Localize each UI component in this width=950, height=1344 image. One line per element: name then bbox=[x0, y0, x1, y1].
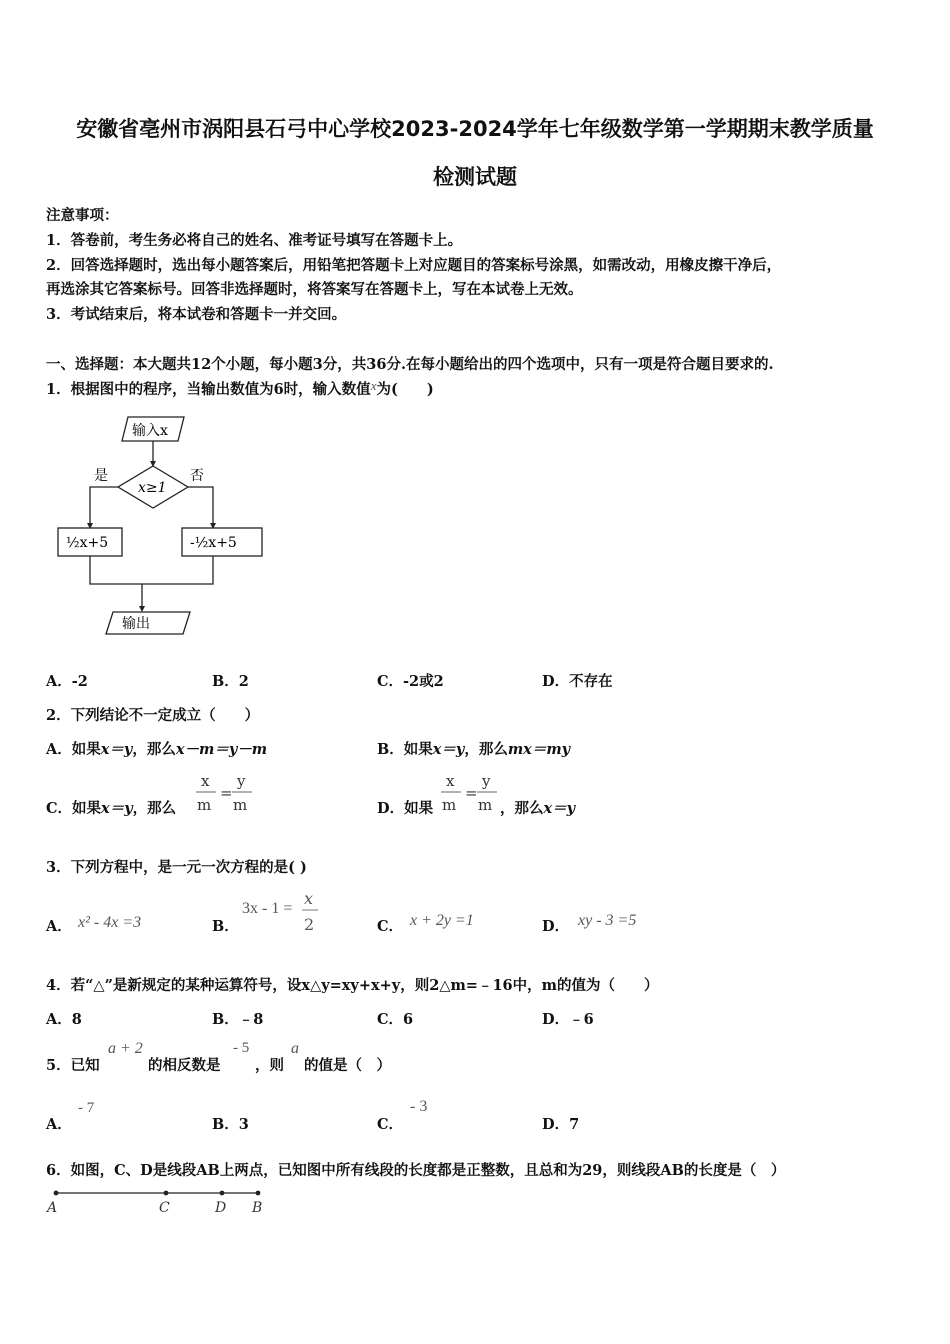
q1-option-a: A．-2 bbox=[46, 673, 88, 690]
svg-text:m: m bbox=[233, 796, 248, 814]
notice-item-3: 3．考试结束后，将本试卷和答题卡一并交回。 bbox=[46, 306, 347, 323]
q3-option-b-expr: 3x - 1 = bbox=[242, 900, 293, 917]
svg-text:y: y bbox=[482, 772, 491, 790]
page-title-line2: 检测试题 bbox=[433, 165, 517, 189]
q4-stem: 4．若“△”是新规定的某种运算符号，设x△y=xy+x+y，则2△m=﹣16中，m的值为（ ） bbox=[46, 977, 659, 994]
svg-text:x: x bbox=[304, 889, 314, 908]
q5-stem-c: ，则 bbox=[255, 1057, 284, 1074]
point-a-label: A bbox=[47, 1200, 58, 1216]
flow-input-text: 输入x bbox=[132, 423, 168, 439]
flow-output-text: 输出 bbox=[122, 616, 150, 632]
q3-option-b-label: B． bbox=[212, 918, 239, 935]
q4-option-b: B．﹣8 bbox=[212, 1011, 264, 1028]
notice-item-2: 2．回答选择题时，选出每小题答案后，用铅笔把答题卡上对应题目的答案标号涂黑，如需改动，用橡皮擦干净后， bbox=[46, 257, 782, 274]
q1-option-b: B．2 bbox=[212, 673, 249, 690]
point-c-dot bbox=[164, 1191, 169, 1196]
point-d-dot bbox=[220, 1191, 225, 1196]
q1-flowchart bbox=[50, 412, 270, 642]
q5-stem-a: 5．已知 bbox=[46, 1057, 100, 1074]
point-a-dot bbox=[54, 1191, 59, 1196]
q4-option-a: A．8 bbox=[46, 1011, 82, 1028]
q2-option-d-label: D．如果 bbox=[377, 800, 434, 817]
page-title: 安徽省亳州市涡阳县石弓中心学校2023-2024学年七年级数学第一学期期末教学质量 bbox=[76, 117, 874, 141]
q3-option-c-label: C． bbox=[377, 918, 404, 935]
q3-option-d-label: D． bbox=[542, 918, 570, 935]
flow-yes-label: 是 bbox=[94, 468, 108, 484]
flow-left-box-text: ½x+5 bbox=[66, 535, 109, 551]
svg-text:m: m bbox=[197, 796, 212, 814]
point-d-label: D bbox=[215, 1200, 227, 1216]
q3-stem: 3．下列方程中，是一元一次方程的是( ) bbox=[46, 859, 307, 876]
flow-right-box-text: -½x+5 bbox=[190, 535, 237, 551]
notice-item-2-cont: 再选涂其它答案标号。回答非选择题时，将答案写在答题卡上，写在本试卷上无效。 bbox=[46, 281, 583, 298]
q5-expr-a: a bbox=[291, 1040, 299, 1057]
q3-option-c-expr: x + 2y =1 bbox=[410, 912, 474, 929]
q2-option-a: A．如果x＝y，那么x－m＝y－m bbox=[46, 741, 268, 758]
svg-text:y: y bbox=[237, 772, 246, 790]
section-heading: 一、选择题：本大题共12个小题，每小题3分，共36分.在每小题给出的四个选项中，只有一项是符合题目要求的. bbox=[46, 356, 774, 373]
q1-stem: 1．根据图中的程序，当输出数值为6时，输入数值x为( ) bbox=[46, 378, 434, 398]
svg-text:=: = bbox=[220, 784, 233, 802]
svg-text:x: x bbox=[446, 772, 455, 790]
q3-option-a-expr: x² - 4x =3 bbox=[78, 914, 142, 931]
point-c-label: C bbox=[159, 1200, 170, 1216]
q6-line-segment-figure bbox=[44, 1184, 274, 1218]
q2-option-d-fraction bbox=[437, 770, 505, 816]
q1-option-d: D．不存在 bbox=[542, 673, 613, 690]
q5-expr-a-plus-2: a + 2 bbox=[108, 1040, 143, 1057]
svg-text:2: 2 bbox=[304, 915, 315, 934]
q3-option-b-fraction bbox=[300, 888, 320, 936]
q3-option-a-label: A． bbox=[46, 918, 72, 935]
q5-option-a-expr: - 7 bbox=[78, 1100, 95, 1116]
svg-text:=: = bbox=[465, 784, 478, 802]
q4-option-d: D．﹣6 bbox=[542, 1011, 594, 1028]
q5-option-c-label: C． bbox=[377, 1116, 404, 1133]
q3-option-d-expr: xy - 3 =5 bbox=[578, 912, 637, 929]
q5-option-a-label: A． bbox=[46, 1116, 72, 1133]
q6-stem: 6．如图，C、D是线段AB上两点，已知图中所有线段的长度都是正整数，且总和为29，则线段AB的长度是（ ） bbox=[46, 1162, 786, 1179]
q2-stem: 2．下列结论不一定成立（ ） bbox=[46, 707, 260, 724]
notice-heading: 注意事项： bbox=[46, 207, 119, 224]
q5-stem-b: 的相反数是 bbox=[148, 1057, 221, 1074]
q5-stem-d: 的值是（ ） bbox=[304, 1057, 391, 1074]
q5-option-c-expr: - 3 bbox=[410, 1098, 428, 1115]
q5-option-d: D．7 bbox=[542, 1116, 580, 1133]
q5-option-b: B．3 bbox=[212, 1116, 249, 1133]
svg-text:m: m bbox=[478, 796, 493, 814]
q2-option-b: B．如果x＝y，那么mx＝my bbox=[377, 741, 571, 758]
svg-text:m: m bbox=[442, 796, 457, 814]
q1-option-c: C．-2或2 bbox=[377, 673, 444, 690]
q2-option-c-text: C．如果x＝y，那么 bbox=[46, 800, 177, 817]
q2-option-c-fraction bbox=[192, 770, 260, 816]
flow-no-label: 否 bbox=[190, 468, 204, 484]
q5-expr-minus-5: - 5 bbox=[233, 1040, 250, 1056]
point-b-label: B bbox=[252, 1200, 263, 1216]
q2-option-d-text: ，那么x＝y bbox=[500, 800, 576, 817]
notice-item-1: 1．答卷前，考生务必将自己的姓名、准考证号填写在答题卡上。 bbox=[46, 232, 463, 249]
q4-option-c: C．6 bbox=[377, 1011, 414, 1028]
point-b-dot bbox=[256, 1191, 261, 1196]
svg-text:x: x bbox=[201, 772, 210, 790]
flow-condition-text: x≥1 bbox=[138, 480, 167, 496]
